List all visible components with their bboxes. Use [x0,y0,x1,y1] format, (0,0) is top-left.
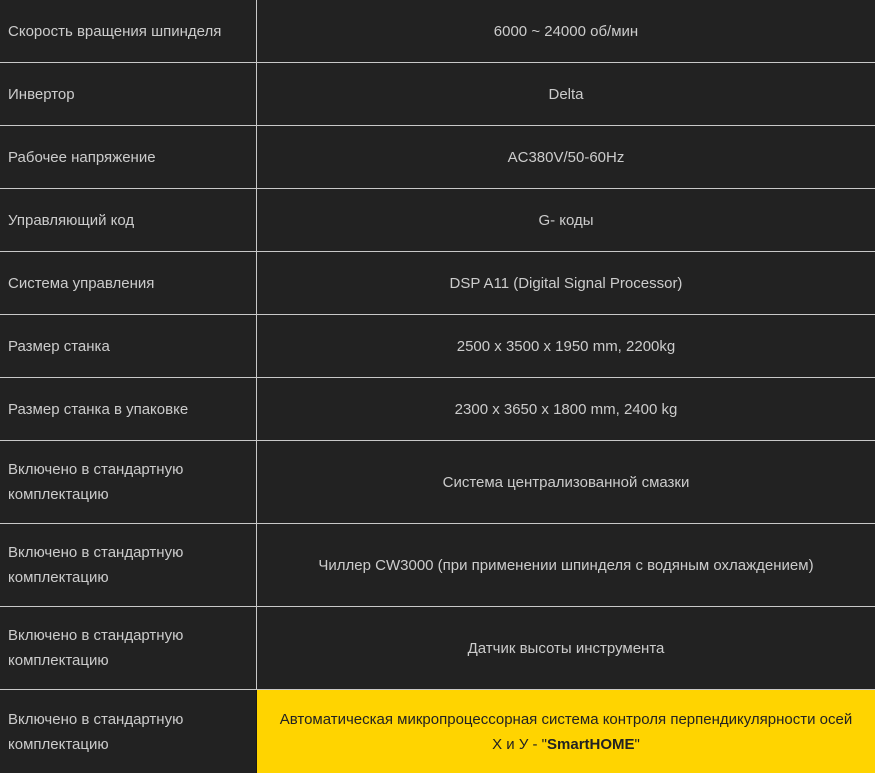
row-label: Размер станка [0,315,257,377]
table-row [0,189,875,252]
row-label: Управляющий код [0,189,257,251]
row-value: 2500 x 3500 x 1950 mm, 2200kg [456,337,676,355]
row-value: DSP A11 (Digital Signal Processor) [449,274,683,292]
row-value: Датчик высоты инструмента [467,639,665,657]
table-row [0,0,875,63]
row-label: Инвертор [0,63,257,125]
table-row [0,607,875,690]
table-row [0,315,875,378]
table-row [0,252,875,315]
row-value: Delta [548,85,584,103]
row-value: 6000 ~ 24000 об/мин [493,22,639,40]
table-row [0,378,875,441]
row-label: Система управления [0,252,257,314]
row-value: AC380V/50-60Hz [507,148,625,166]
table-row [0,63,875,126]
row-value: Автоматическая микропроцессорная система контроля перпендикулярности осей Х и У - "SmartHOME" [257,690,875,773]
row-label: Размер станка в упаковке [0,378,257,440]
row-label: Включено в стандартную комплектацию [0,607,257,689]
table-row [0,441,875,524]
row-value: Чиллер CW3000 (при применении шпинделя с водяным охлаждением) [318,556,814,574]
row-label: Включено в стандартную комплектацию [0,441,257,523]
row-label: Скорость вращения шпинделя [0,0,257,62]
row-value: Система централизованной смазки [442,473,690,491]
row-label: Рабочее напряжение [0,126,257,188]
table-row [0,524,875,607]
row-value: G- коды [538,211,594,229]
row-label: Включено в стандартную комплектацию [0,524,257,606]
row-value: 2300 x 3650 x 1800 mm, 2400 kg [454,400,678,418]
table-row [0,690,875,773]
table-row [0,126,875,189]
row-label: Включено в стандартную комплектацию [0,690,257,773]
